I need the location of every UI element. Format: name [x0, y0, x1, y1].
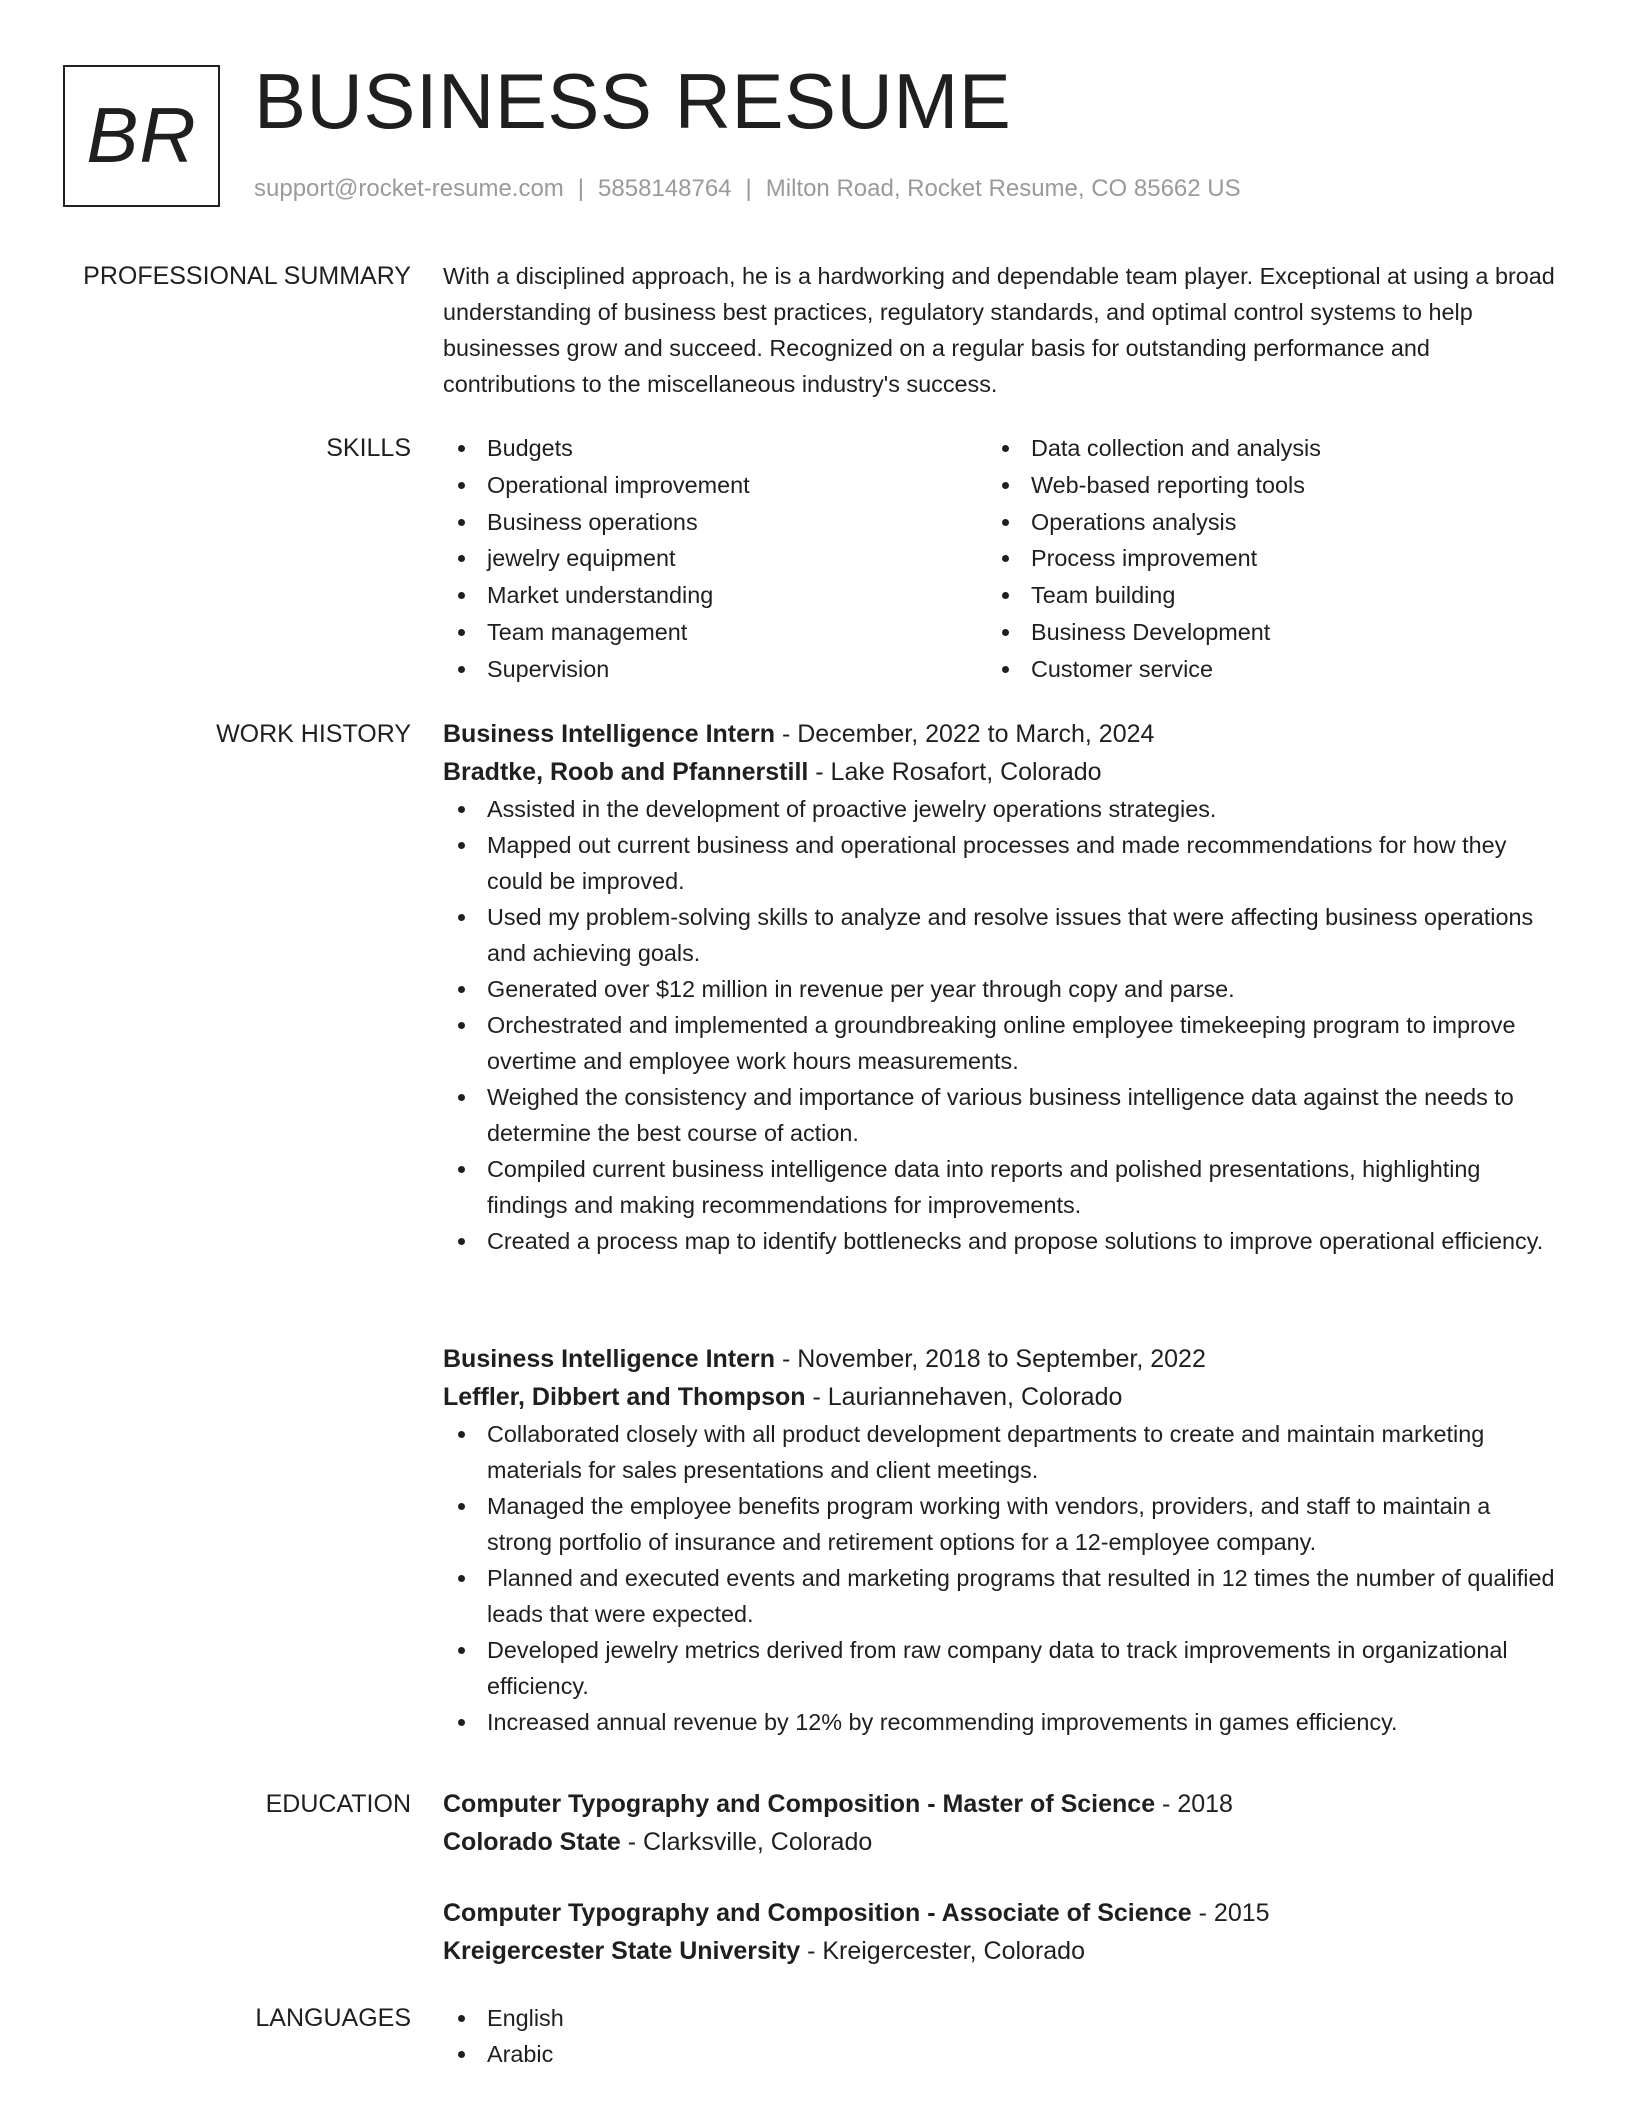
- list-item: Team management: [443, 614, 987, 650]
- resume-title: BUSINESS RESUME: [254, 57, 1012, 145]
- list-item: Market understanding: [443, 577, 987, 613]
- list-item: Supervision: [443, 651, 987, 687]
- summary-section: [443, 258, 1558, 402]
- section-label-education: EDUCATION: [265, 1790, 411, 1818]
- education-entry: [443, 1785, 1558, 1861]
- job-title: Business Intelligence Intern: [443, 1345, 776, 1373]
- job-entry: [443, 715, 1558, 1259]
- contact-line: [254, 172, 1241, 206]
- list-item: Collaborated closely with all product development departments to create and maintain marketing materials for sales presentations and client meetings.: [443, 1416, 1558, 1488]
- list-item: jewelry equipment: [443, 540, 987, 576]
- list-item: Orchestrated and implemented a groundbreaking online employee timekeeping program to improve overtime and employee work hours measurements.: [443, 1007, 1558, 1079]
- list-item: Business operations: [443, 504, 987, 540]
- job-bullets: [443, 791, 1558, 1259]
- job-company: Leffler, Dibbert and Thompson: [443, 1383, 806, 1411]
- section-label-skills: SKILLS: [326, 434, 411, 462]
- contact-address: Milton Road, Rocket Resume, CO 85662 US: [765, 175, 1241, 202]
- list-item: Generated over $12 million in revenue per year through copy and parse.: [443, 971, 1558, 1007]
- list-item: Assisted in the development of proactive jewelry operations strategies.: [443, 791, 1558, 827]
- job-title-line: [443, 1340, 1558, 1378]
- skills-list: [443, 430, 1558, 688]
- contact-separator: |: [745, 175, 752, 202]
- school-location: - Clarksville, Colorado: [620, 1828, 873, 1856]
- section-label-summary: PROFESSIONAL SUMMARY: [83, 262, 411, 290]
- job-company-line: [443, 753, 1558, 791]
- list-item: Weighed the consistency and importance of various business intelligence data against the needs to determine the best course of action.: [443, 1079, 1558, 1151]
- languages-section: [443, 2000, 1558, 2072]
- job-title-line: [443, 715, 1558, 753]
- degree-year: - 2015: [1191, 1899, 1270, 1927]
- school: Colorado State: [443, 1828, 621, 1856]
- list-item: Team building: [987, 577, 1531, 613]
- section-label-work: WORK HISTORY: [216, 720, 411, 748]
- list-item: Web-based reporting tools: [987, 467, 1531, 503]
- skills-section: [443, 430, 1558, 688]
- list-item: Arabic: [443, 2036, 1558, 2072]
- section-label-languages: LANGUAGES: [255, 2004, 411, 2032]
- list-item: Used my problem-solving skills to analyze and resolve issues that were affecting business operations and achieving goals.: [443, 899, 1558, 971]
- degree-line: [443, 1894, 1558, 1932]
- job-entry: [443, 1340, 1558, 1740]
- list-item: Customer service: [987, 651, 1531, 687]
- list-item: Developed jewelry metrics derived from raw company data to track improvements in organizational efficiency.: [443, 1632, 1558, 1704]
- degree-year: - 2018: [1155, 1790, 1233, 1818]
- list-item: Data collection and analysis: [987, 430, 1531, 466]
- contact-phone: 5858148764: [598, 175, 732, 202]
- list-item: Planned and executed events and marketing programs that resulted in 12 times the number of qualified leads that were expected.: [443, 1560, 1558, 1632]
- list-item: Operations analysis: [987, 504, 1531, 540]
- list-item: Process improvement: [987, 540, 1531, 576]
- list-item: Mapped out current business and operational processes and made recommendations for how they could be improved.: [443, 827, 1558, 899]
- contact-email: support@rocket-resume.com: [254, 175, 564, 202]
- school-location: - Kreigercester, Colorado: [800, 1937, 1085, 1965]
- school: Kreigercester State University: [443, 1937, 801, 1965]
- languages-list: [443, 2000, 1558, 2072]
- school-line: [443, 1823, 1558, 1861]
- degree-line: [443, 1785, 1558, 1823]
- list-item: Created a process map to identify bottlenecks and propose solutions to improve operational efficiency.: [443, 1223, 1558, 1259]
- list-item: Business Development: [987, 614, 1531, 650]
- contact-separator: |: [577, 175, 585, 202]
- job-bullets: [443, 1416, 1558, 1740]
- list-item: Compiled current business intelligence data into reports and polished presentations, highlighting findings and making recommendations for improvements.: [443, 1151, 1558, 1223]
- list-item: Managed the employee benefits program working with vendors, providers, and staff to maintain a strong portfolio of insurance and retirement options for a 12-employee company.: [443, 1488, 1558, 1560]
- job-location: - Lake Rosafort, Colorado: [808, 758, 1102, 786]
- degree: Computer Typography and Composition - Master of Science: [443, 1790, 1156, 1818]
- job-title: Business Intelligence Intern: [443, 720, 776, 748]
- job-dates: - November, 2018 to September, 2022: [775, 1345, 1206, 1373]
- summary-text: With a disciplined approach, he is a hardworking and dependable team player. Exceptional at using a broad understanding of business best practices, regulatory standards, and optimal control systems to help businesses grow and succeed. Recognized on a regular basis for outstanding performance and contributions to the miscellaneous industry's success.: [443, 263, 1555, 397]
- education-entry: [443, 1894, 1558, 1970]
- job-company-line: [443, 1378, 1558, 1416]
- job-location: - Lauriannehaven, Colorado: [805, 1383, 1123, 1411]
- list-item: English: [443, 2000, 1558, 2036]
- school-line: [443, 1932, 1558, 1970]
- list-item: Increased annual revenue by 12% by recommending improvements in games efficiency.: [443, 1704, 1558, 1740]
- monogram-initials: BR: [86, 90, 197, 179]
- list-item: Operational improvement: [443, 467, 987, 503]
- degree: Computer Typography and Composition - Associate of Science: [443, 1899, 1192, 1927]
- monogram-box: [63, 65, 220, 207]
- job-company: Bradtke, Roob and Pfannerstill: [443, 758, 809, 786]
- job-dates: - December, 2022 to March, 2024: [775, 720, 1155, 748]
- list-item: Budgets: [443, 430, 987, 466]
